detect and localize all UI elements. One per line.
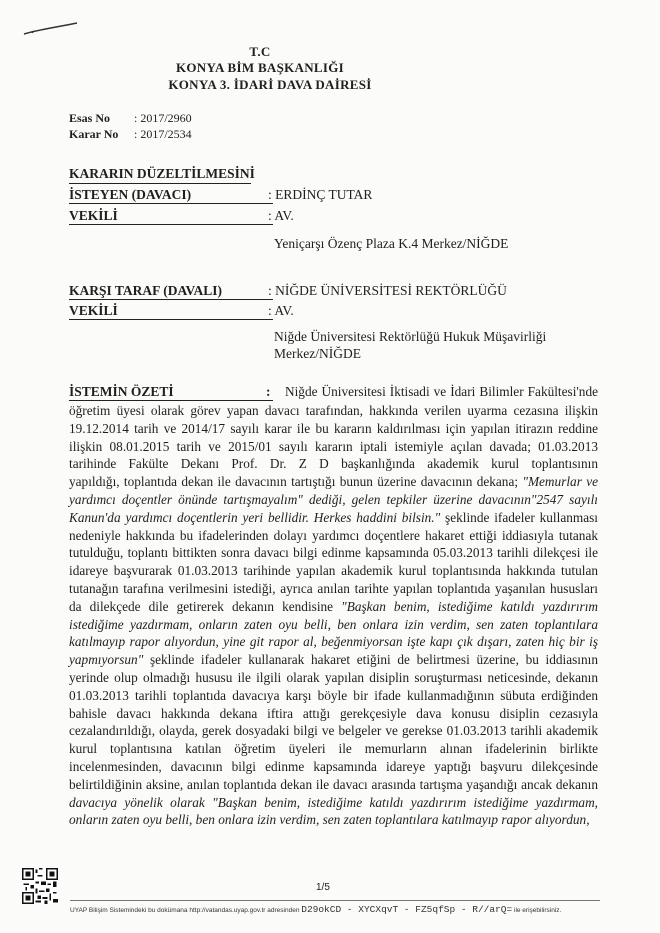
body-line: 01.03.2013 tarihli toplantıda davacıya karşı böyle bir ifade kullanmadığının sübuta erdiğinden bbox=[69, 687, 598, 703]
istem-label: İSTEMİN ÖZETİ bbox=[69, 384, 174, 399]
karsi-underline bbox=[69, 299, 273, 300]
istem-colon: : bbox=[266, 384, 271, 399]
isteyen-underline bbox=[69, 203, 273, 204]
body-line: da dilekçede dile getirerek dekanın kendisine "Başkan benim, istediğime katıldı yazdırırım bbox=[69, 598, 598, 614]
body-line: tarihinde Fakülte Dekanı Prof. Dr. Z D başkanlığında akademik kurul toplantısının bbox=[69, 456, 598, 472]
istem-first-line: Niğde Üniversitesi İktisadi ve İdari Bilimler Fakültesi'nde bbox=[285, 384, 598, 399]
body-line: tutulduğu, toplantı bittikten sonra davacı bilgi edinme kapsamında 05.03.2013 tarihli dilekçesi ile bbox=[69, 545, 598, 561]
body-line: yapmıyorsun" şeklinde ifadeler kullanarak hakaret etiğini de belirtmesi üzerine, bu iddiasının bbox=[69, 652, 598, 668]
body-line: Kanun'da yardımcı doçentlerin yeri bellidir. Herkes haddini bilsin." şeklinde ifadeler kullanması bbox=[69, 509, 598, 525]
address1: Yeniçarşı Özenç Plaza K.4 Merkez/NİĞDE bbox=[274, 236, 509, 251]
footer-rule bbox=[70, 900, 600, 901]
footer bbox=[70, 904, 561, 915]
vekili1-label: VEKİLİ bbox=[69, 208, 118, 223]
body-line: yardımcı doçentler önünde tartışmayalım" dediği, gelen tepkiler üzerine davacının"2547 sayılı bbox=[69, 492, 598, 507]
karar-row bbox=[69, 126, 192, 142]
vekili1-underline bbox=[69, 224, 273, 225]
vekili1-value: : AV. bbox=[268, 208, 294, 223]
header-tc: T.C bbox=[249, 44, 271, 59]
body-line: onların zaten oyu belli, ben onlara izin verdim, sen zaten toplantılara katılmayıp rapor alıyordun, bbox=[69, 812, 590, 828]
karar-value: : 2017/2534 bbox=[134, 127, 192, 141]
esas-value: : 2017/2960 bbox=[134, 111, 192, 125]
footer-code: D29okCD - XYCXqvT - FZ5qfSp - R//arQ= bbox=[301, 904, 513, 915]
body-line: cezalandırıldığı, olayda, gerek dosyadaki bilgi ve belgeler ve gerekse 01.03.2013 tarihli akademik bbox=[69, 723, 598, 739]
karar-label: Karar No bbox=[69, 127, 119, 141]
footer-suffix: ile erişebilirsiniz. bbox=[514, 907, 562, 914]
body-line: nedeniyle hakkında bu ifadelerinden dolayı yardımcı doçentlere hakaret ettiği iddiasıyla tutanak bbox=[69, 527, 598, 543]
body-line: idareye başvurarak 01.03.2013 tarihinde yapılan akademik kurul toplantısında hakkında tutulan bbox=[69, 563, 598, 579]
esas-label: Esas No bbox=[69, 111, 111, 125]
body-line: yerinde olup olmadığı hususu ile ilgili olarak yapılan disiplin soruşturması neticesinde, dekanın bbox=[69, 670, 598, 685]
page-number: 1/5 bbox=[316, 882, 330, 893]
body-line: ilişkin 08.01.2015 tarih ve 2015/01 sayılı kararın iptali istemiyle açılan davada; 01.03.2013 bbox=[69, 438, 598, 454]
vekili2-underline bbox=[69, 319, 273, 320]
body-line: öğretim üyesi olarak görev yapan davacı tarafından, hakkında verilen uyarma cezasına ilişkin bbox=[69, 403, 598, 418]
body-line: tutanağın tarafına verilmesini istediği, ayrıca anılan tarihte yapılan toplantıda yaşanılan hususları bbox=[69, 581, 598, 596]
pen-scribble-icon bbox=[22, 20, 82, 40]
header-chamber: KONYA 3. İDARİ DAVA DAİRESİ bbox=[168, 77, 372, 92]
body-line: kurul toplantısına katılan öğretim üyeleri ile memurların alınan ifadelerinin birlikte bbox=[69, 741, 598, 757]
body-line: belirtildiğinin aksine, anılan toplantıda dekan ile davacı arasında tartışma yaşandığı ancak dekanın bbox=[69, 776, 598, 792]
body-line: davacıya yönelik olarak "Başkan benim, istediğime katıldı yazdırırım istediğime yazdırmam, bbox=[69, 794, 598, 810]
body-line: 19.12.2014 tarih ve 2014/17 sayılı karar ile bu kararın kaldırılması için yapılan itirazın reddine bbox=[69, 420, 598, 436]
body-line: yapıldığı, toplantıda dekan ile davacının tartıştığı bunun üzerine davacının dekana; "Memurlar ve bbox=[69, 474, 598, 490]
karsi-value: : NİĞDE ÜNİVERSİTESİ REKTÖRLÜĞÜ bbox=[268, 283, 507, 298]
section-title: KARARIN DÜZELTİLMESİNİ bbox=[69, 166, 255, 181]
body-line: katılmayıp rapor alıyordun, yine git rapor al, beğenmiyorsan işte kapı çık dışarı, zaten hiç bir iş bbox=[69, 634, 598, 650]
footer-text: UYAP Bilişim Sistemindeki bu dokümana http://vatandas.uyap.gov.tr adresinden bbox=[70, 907, 300, 914]
esas-row bbox=[69, 110, 192, 126]
address2-line2: Merkez/NİĞDE bbox=[274, 346, 361, 361]
body-line: istediğime yazdırmam, onların zaten oyu belli, ben onlara izin verdim, sen zaten toplantılara bbox=[69, 616, 598, 632]
isteyen-label: İSTEYEN (DAVACI) bbox=[69, 187, 192, 202]
istem-underline bbox=[69, 400, 273, 401]
qr-code-icon bbox=[22, 868, 58, 904]
address2-line1: Niğde Üniversitesi Rektörlüğü Hukuk Müşavirliği bbox=[274, 329, 547, 344]
header-court: KONYA BİM BAŞKANLIĞI bbox=[175, 60, 345, 75]
section-title-underline bbox=[69, 183, 251, 184]
body-line: bahisle davacı hakkında dekana iftira attığı gerekçesiyle dava konusu disiplin cezasıyla bbox=[69, 705, 598, 721]
isteyen-value: : ERDİNÇ TUTAR bbox=[268, 187, 373, 202]
body-line: incelenmesinden, davacının bilgi edinme kapsamında idareye yaptığı başvuru dilekçesinde bbox=[69, 759, 598, 774]
vekili2-label: VEKİLİ bbox=[69, 303, 118, 318]
vekili2-value: : AV. bbox=[268, 303, 294, 318]
karsi-label: KARŞI TARAF (DAVALI) bbox=[69, 283, 223, 298]
